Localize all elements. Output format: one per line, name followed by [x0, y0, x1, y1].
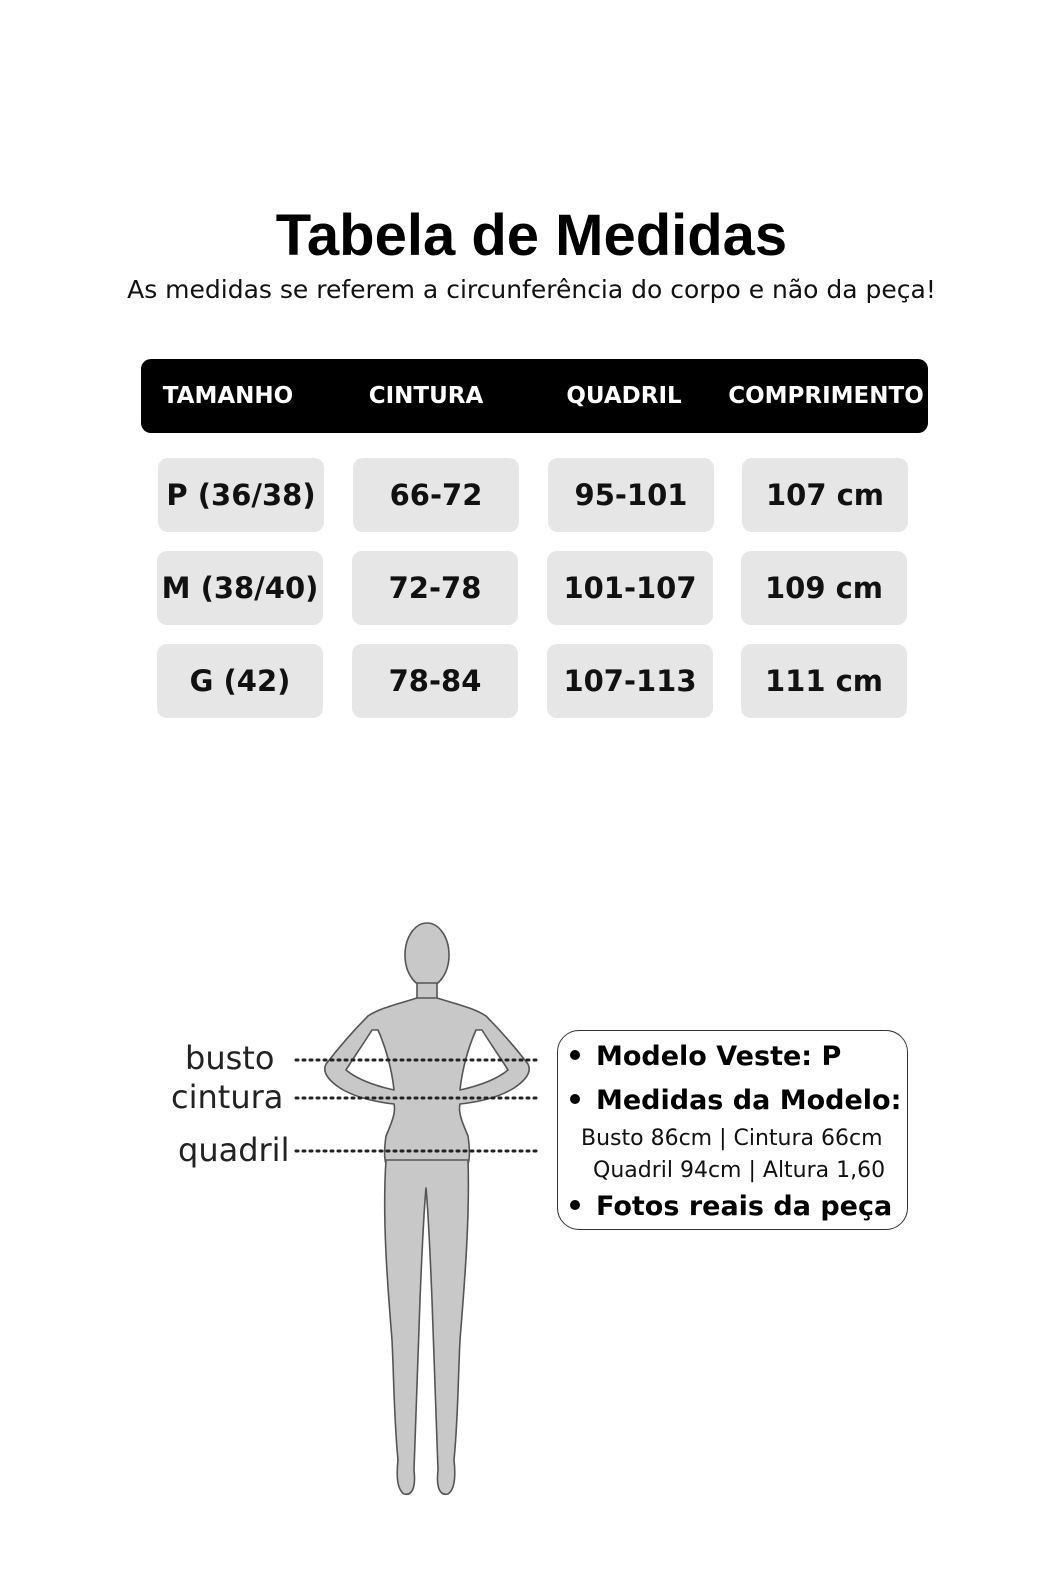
header-hip: QUADRIL	[566, 383, 682, 409]
waist-label: cintura	[171, 1078, 284, 1116]
bullet-dot	[570, 1050, 580, 1060]
table-cell-waist: 72-78	[352, 551, 518, 625]
model-measures-line2: Quadril 94cm | Altura 1,60	[593, 1158, 886, 1183]
table-cell-hip: 107-113	[547, 644, 713, 718]
header-waist: CINTURA	[368, 383, 484, 409]
page-title: Tabela de Medidas	[275, 203, 788, 268]
table-cell-waist: 66-72	[353, 458, 519, 532]
model-wears-item	[570, 1040, 841, 1074]
table-cell-waist: 78-84	[352, 644, 518, 718]
header-length: COMPRIMENTO	[728, 383, 924, 409]
model-measures-title: Medidas da Modelo:	[596, 1085, 902, 1116]
table-cell-length: 107 cm	[742, 458, 908, 532]
model-measures-item	[570, 1084, 901, 1118]
page-subtitle: As medidas se referem a circunferência do corpo e não da peça!	[127, 275, 936, 304]
bust-label: busto	[185, 1039, 275, 1077]
table-cell-length: 111 cm	[741, 644, 907, 718]
model-measures-line1: Busto 86cm | Cintura 66cm	[581, 1126, 883, 1151]
table-cell-size: M (38/40)	[157, 551, 323, 625]
real-photos-text: Fotos reais da peça	[596, 1191, 893, 1222]
header-size: TAMANHO	[162, 383, 294, 409]
real-photos-item	[570, 1190, 892, 1224]
model-wears-text: Modelo Veste: P	[596, 1041, 842, 1072]
hip-label: quadril	[178, 1131, 290, 1169]
table-cell-hip: 101-107	[547, 551, 713, 625]
bullet-dot	[570, 1200, 580, 1210]
table-cell-length: 109 cm	[741, 551, 907, 625]
body-silhouette	[325, 923, 529, 1494]
table-cell-size: P (36/38)	[158, 458, 324, 532]
bullet-dot	[570, 1094, 580, 1104]
table-cell-hip: 95-101	[548, 458, 714, 532]
table-cell-size: G (42)	[157, 644, 323, 718]
